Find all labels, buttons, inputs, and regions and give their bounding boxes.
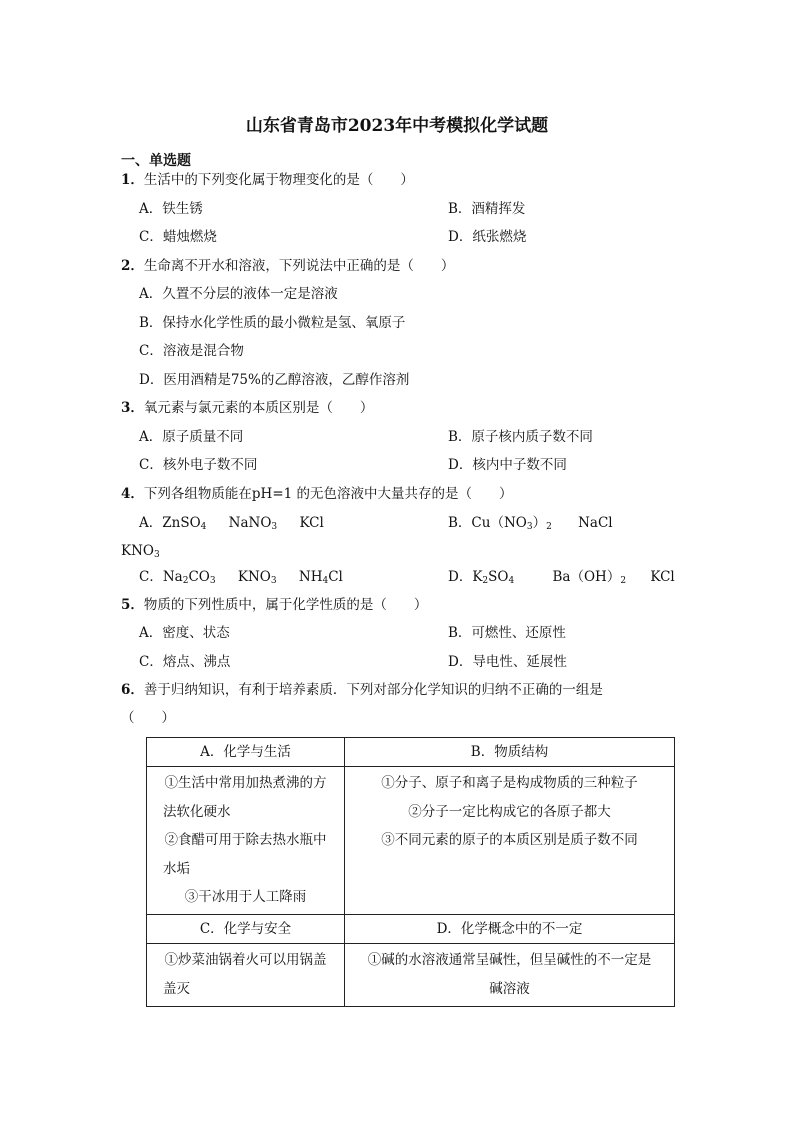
question-4 [121, 485, 513, 503]
option-b: B．可燃性、还原性 [448, 625, 566, 641]
question-stem: 生活中的下列变化属于物理变化的是（ ） [143, 172, 414, 188]
option-b: B．酒精挥发 [448, 201, 526, 217]
question-6 [121, 681, 603, 699]
cell-line: 盖灭 [163, 980, 190, 997]
option-c: C．熔点、沸点 [139, 654, 231, 670]
option-label: C． [139, 569, 163, 585]
formula: $K_2SO_4$ [472, 569, 515, 586]
question-stem: 生命离不开水和溶液，下列说法中正确的是（ ） [143, 258, 455, 274]
cell-line: ①分子、原子和离子是构成物质的三种粒子 [381, 775, 638, 791]
question-stem: 下列各组物质能在pH=1 的无色溶液中大量共存的是（ ） [143, 486, 513, 502]
option-d: D．导电性、延展性 [448, 654, 567, 670]
cell-line: ①碱的水溶液通常呈碱性，但呈碱性的不一定是 [367, 952, 652, 968]
option-b: B．保持水化学性质的最小微粒是氢、氧原子 [139, 315, 406, 331]
formula: $Na_2CO_3$ [162, 569, 216, 586]
question-2 [121, 257, 454, 275]
option-d: D．医用酒精是75%的乙醇溶液，乙醇作溶剂 [139, 372, 410, 388]
option-a: A．久置不分层的液体一定是溶液 [139, 286, 338, 302]
question-5 [121, 596, 427, 614]
table-header-c: C．化学与安全 [147, 915, 345, 944]
formula: $Cu(NO_3)_2$ [471, 515, 552, 532]
cell-line: ②分子一定比构成它的各原子都大 [408, 803, 611, 820]
cell-line: 碱溶液 [489, 980, 530, 997]
table-cell-b [345, 767, 675, 915]
option-c: C．核外电子数不同 [139, 457, 258, 473]
option-a: A．铁生锈 [139, 201, 203, 217]
option-label: D． [448, 569, 473, 585]
cell-line: 法软化硬水 [163, 803, 231, 820]
section-heading: 一、单选题 [121, 153, 191, 169]
question-3 [121, 399, 373, 417]
page-title: 山东省青岛市2023年中考模拟化学试题 [245, 116, 549, 136]
option-b: B．原子核内质子数不同 [448, 429, 593, 445]
question-stem: 物质的下列性质中，属于化学性质的是（ ） [143, 597, 428, 613]
option-b [448, 514, 613, 532]
question-stem: 善于归纳知识，有利于培养素质．下列对部分化学知识的归纳不正确的一组是 [143, 682, 603, 698]
table-header-a: A．化学与生活 [147, 738, 345, 767]
table-header-b: B．物质结构 [345, 738, 675, 767]
formula: ZnSO$_4$ [162, 515, 207, 532]
formula: $NH_4Cl$ [298, 569, 343, 586]
table-cell-a [147, 767, 345, 915]
question-1 [121, 171, 414, 189]
formula: NaCl [578, 515, 613, 531]
option-d: D．纸张燃烧 [448, 229, 527, 245]
option-a: A．密度、状态 [139, 625, 230, 641]
question-number: 3． [121, 400, 144, 416]
cell-line: 水垢 [163, 860, 190, 877]
option-a: A．原子质量不同 [139, 429, 244, 445]
option-a [139, 514, 324, 532]
option-label: A． [139, 515, 163, 531]
table-cell-d [345, 944, 675, 1007]
option-c: C．溶液是混合物 [139, 343, 244, 359]
question-number: 5． [121, 597, 144, 613]
question-number: 2． [121, 258, 144, 274]
cell-line: ①炒菜油锅着火可以用锅盖 [164, 952, 327, 968]
option-c: C．蜡烛燃烧 [139, 229, 217, 245]
formula: KCl [299, 515, 324, 531]
question-bracket: （ ） [121, 710, 175, 726]
formula: KCl [650, 569, 675, 585]
formula: $KNO_3$ [121, 543, 160, 560]
cell-line: ③不同元素的原子的本质区别是质子数不同 [381, 832, 638, 848]
option-d: D．核内中子数不同 [448, 457, 567, 473]
option-d [448, 568, 675, 586]
question-number: 4． [121, 486, 144, 502]
option-c [139, 568, 343, 586]
table-header-d: D．化学概念中的不一定 [345, 915, 675, 944]
formula: NaNO$_3$ [228, 515, 278, 532]
formula: $Ba(OH)_2$ [552, 569, 627, 586]
cell-line: ②食醋可用于除去热水瓶中 [164, 832, 327, 848]
table-cell-c [147, 944, 345, 1007]
cell-line: ③干冰用于人工降雨 [184, 889, 307, 905]
question-number: 6． [121, 682, 144, 698]
option-label: B． [448, 515, 472, 531]
cell-line: ①生活中常用加热煮沸的方 [164, 775, 327, 791]
question-stem: 氧元素与氯元素的本质区别是（ ） [143, 400, 374, 416]
formula: $KNO_3$ [237, 569, 277, 586]
question-number: 1． [121, 172, 144, 188]
knowledge-table [146, 737, 675, 1007]
